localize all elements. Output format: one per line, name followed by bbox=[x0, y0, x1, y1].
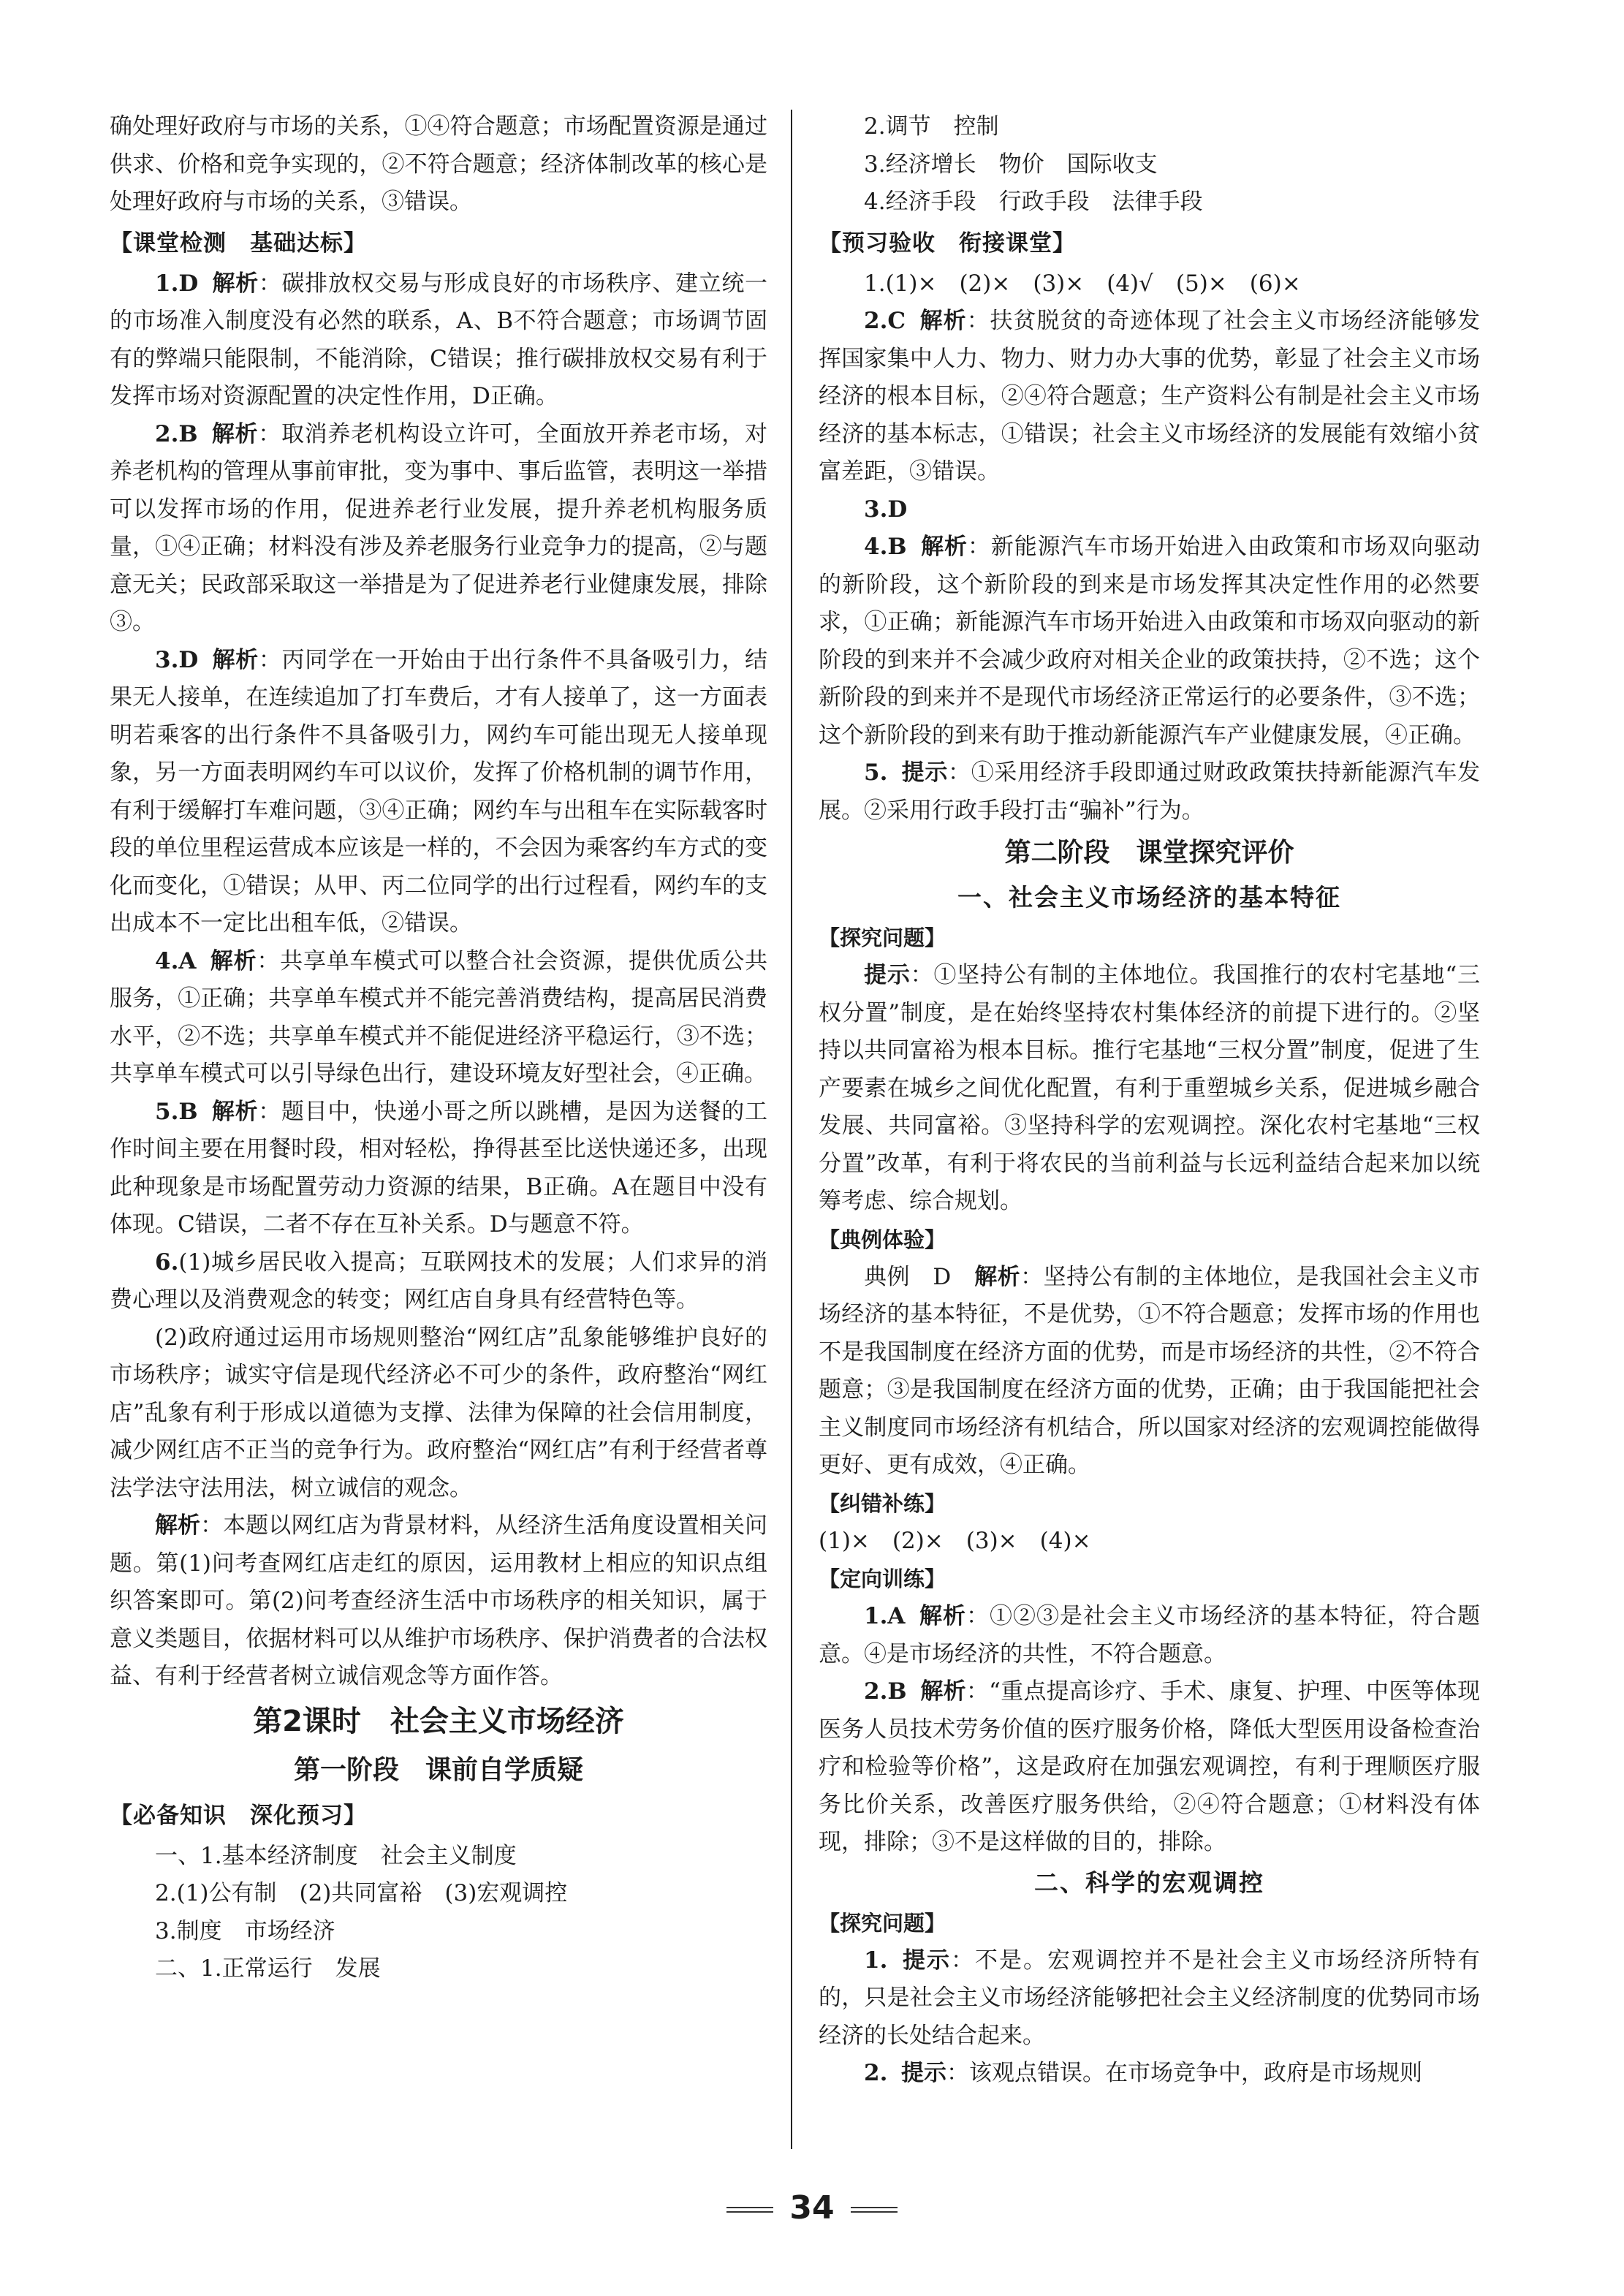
section-heading-yuxi: 【预习验收 衔接课堂】 bbox=[819, 230, 1076, 257]
jiucuo-answers: (1)× (2)× (3)× (4)× bbox=[819, 1527, 1091, 1554]
answer-text: ：共享单车模式可以整合社会资源，提供优质公共服务，①正确；共享单车模式并不能完善消费结构，提高居民消费水平，②不选；共享单车模式并不能促进经济平稳运行，③不选；共享单车模式可以引导绿色出行，建设环境友好型社会，④正确。 bbox=[110, 947, 767, 1087]
section-heading-bibei: 【必备知识 深化预习】 bbox=[110, 1802, 367, 1829]
answer-number: 2.B bbox=[864, 1678, 907, 1705]
page-number bbox=[0, 2189, 1624, 2227]
q6-part2: (2)政府通过运用市场规则整治“网红店”乱象能够维护良好的市场秩序；诚实守信是现代经济必不可少的条件，政府整治“网红店”乱象有利于形成以道德为支撑、法律为保障的社会信用制度，减少网红店不正当的竞争行为。政府整治“网红店”有利于经营者尊法学法守法用法，树立诚信的观念。 bbox=[110, 1324, 767, 1501]
answer-item bbox=[819, 303, 1480, 491]
answer-number: 5.B bbox=[155, 1098, 198, 1125]
answer-text: ：碳排放权交易与形成良好的市场秩序、建立统一的市场准入制度没有必然的联系，A、B不符合题意；市场调节固有的弊端只能限制，不能消除，C错误；推行碳排放权交易有利于发挥市场对资源配置的决定性作用，D正确。 bbox=[110, 270, 768, 409]
answer-label: 解析 bbox=[211, 270, 259, 297]
answer-label: 解析 bbox=[211, 646, 259, 673]
pre-line: 4.经济手段 行政手段 法律手段 bbox=[864, 189, 1203, 215]
answer-text: ：①②③是社会主义市场经济的基本特征，符合题意。④是市场经济的共性，不符合题意。 bbox=[819, 1603, 1480, 1667]
subheading-dingxiang: 【定向训练】 bbox=[819, 1566, 946, 1591]
intro-paragraph: 确处理好政府与市场的关系，①④符合题意；市场配置资源是通过供求、价格和竞争实现的，②不符合题意；经济体制改革的核心是处理好政府与市场的关系，③错误。 bbox=[110, 113, 767, 215]
tanjiu-answer bbox=[819, 957, 1480, 1221]
section-title-2: 二、科学的宏观调控 bbox=[1034, 1868, 1264, 1897]
answer-text: ：取消养老机构设立许可，全面放开养老市场，对养老机构的管理从事前审批，变为事中、事后监管，表明这一举措可以发挥市场的作用，促进养老行业发展，提升养老机构服务质量，①④正确；材料没有涉及养老服务行业竞争力的提高，②与题意无关；民政部采取这一举措是为了促进养老行业健康发展，排除③。 bbox=[110, 420, 768, 635]
answer-number: 6. bbox=[155, 1249, 179, 1276]
bibei-line: 一、1.基本经济制度 社会主义制度 bbox=[155, 1842, 517, 1869]
answer-label: 解析 bbox=[210, 947, 257, 974]
answer-text: ：“重点提高诊疗、手术、康复、护理、中医等体现医务人员技术劳务价值的医疗服务价格，降低大型医用设备检查治疗和检验等价格”，这是政府在加强宏观调控，有利于理顺医疗服务比价关系，改善医疗服务供给，②④符合题意；①材料没有体现，排除；③不是这样做的目的，排除。 bbox=[819, 1678, 1480, 1855]
answer-number: 5. bbox=[864, 759, 888, 786]
dianli-prefix: 典例 D bbox=[864, 1263, 975, 1290]
page-number-value: 34 bbox=[789, 2189, 835, 2227]
answer-number: 2.C bbox=[864, 308, 906, 334]
answer-item bbox=[819, 1942, 1480, 2056]
answer-number: 1.D bbox=[155, 270, 199, 297]
pre-line: 3.经济增长 物价 国际收支 bbox=[864, 151, 1158, 178]
answer-label: 提示 bbox=[900, 2060, 946, 2086]
answer-text: ：该观点错误。在市场竞争中，政府是市场规则 bbox=[946, 2060, 1422, 2086]
subheading-dianli: 【典例体验】 bbox=[819, 1227, 946, 1252]
answer-item bbox=[819, 1598, 1480, 1673]
stage-title-2: 第二阶段 课堂探究评价 bbox=[1004, 838, 1294, 868]
answer-number: 4.A bbox=[155, 947, 197, 974]
answer-item bbox=[110, 943, 767, 1094]
answer-text: ：不是。宏观调控并不是社会主义市场经济所特有的，只是社会主义市场经济能够把社会主义经济制度的优势同市场经济的长处结合起来。 bbox=[819, 1947, 1481, 2049]
section-heading-ketang: 【课堂检测 基础达标】 bbox=[110, 230, 367, 257]
page-number-dash bbox=[851, 2207, 898, 2213]
answer-item bbox=[110, 265, 767, 416]
answer-label: 解析 bbox=[919, 308, 967, 334]
page-number-dash bbox=[726, 2207, 773, 2213]
answer-label: 解析 bbox=[920, 534, 968, 560]
answer-number: 2. bbox=[864, 2060, 888, 2086]
answer-item bbox=[819, 1673, 1480, 1862]
answer-item bbox=[110, 416, 767, 642]
yuxi-answers bbox=[819, 303, 1480, 830]
answer-text: ：①采用经济手段即通过财政政策扶持新能源汽车发展。②采用行政手段打击“骗补”行为。 bbox=[819, 759, 1481, 824]
ketang-answers bbox=[110, 265, 767, 1319]
tanjiu2-answers bbox=[819, 1942, 1480, 2093]
answer-item bbox=[819, 528, 1480, 754]
bibei-line: 3.制度 市场经济 bbox=[155, 1917, 335, 1944]
answer-number: 3.D bbox=[864, 496, 908, 523]
bibei-line: 二、1.正常运行 发展 bbox=[155, 1955, 381, 1982]
answer-label: 解析 bbox=[919, 1603, 967, 1629]
q6-analysis bbox=[110, 1507, 767, 1696]
dianli-answer bbox=[819, 1259, 1480, 1485]
subheading-tanjiu-2: 【探究问题】 bbox=[819, 1910, 946, 1936]
subheading-jiucuo: 【纠错补练】 bbox=[819, 1490, 946, 1516]
section-title-1: 一、社会主义市场经济的基本特征 bbox=[957, 883, 1341, 912]
answer-label: 提示 bbox=[900, 759, 949, 786]
answer-label: 解析 bbox=[920, 1678, 966, 1705]
answer-label: 解析 bbox=[211, 1098, 259, 1125]
hint-text: ：①坚持公有制的主体地位。我国推行的农村宅基地“三权分置”制度，是在始终坚持农村集体经济的前提下进行的。②坚持以共同富裕为根本目标。推行宅基地“三权分置”制度，促进了生产要素在城乡之间优化配置，有利于重塑城乡关系，促进城乡融合发展、共同富裕。③坚持科学的宏观调控。深化农村宅基地“三权分置”改革，有利于将农民的当前利益与长远利益结合起来加以统筹考虑、综合规划。 bbox=[819, 962, 1481, 1214]
answer-text: (1)城乡居民收入提高；互联网技术的发展；人们求异的消费心理以及消费观念的转变；网红店自身具有经营特色等。 bbox=[110, 1249, 767, 1313]
subheading-tanjiu: 【探究问题】 bbox=[819, 925, 946, 950]
analysis-label: 解析 bbox=[974, 1263, 1021, 1290]
answer-text: ：扶贫脱贫的奇迹体现了社会主义市场经济能够发挥国家集中人力、物力、财力办大事的优势，彰显了社会主义市场经济的根本目标，②④符合题意；生产资料公有制是社会主义市场经济的基本标志，①错误；社会主义市场经济的发展能有效缩小贫富差距，③错误。 bbox=[819, 308, 1480, 485]
answer-label: 解析 bbox=[211, 420, 259, 447]
bibei-line: 2.(1)公有制 (2)共同富裕 (3)宏观调控 bbox=[155, 1880, 568, 1906]
answer-number: 4.B bbox=[864, 534, 907, 560]
answer-text: ：题目中，快递小哥之所以跳槽，是因为送餐的工作时间主要在用餐时段，相对轻松，挣得甚至比送快递还多，出现此种现象是市场配置劳动力资源的结果，B正确。A在题目中没有体现。C错误，二者不存在互补关系。D与题意不符。 bbox=[110, 1098, 768, 1238]
column-divider bbox=[791, 110, 792, 2149]
answer-item bbox=[819, 491, 1480, 529]
answer-item bbox=[110, 1094, 767, 1244]
yuxi-q1: 1.(1)× (2)× (3)× (4)√ (5)× (6)× bbox=[864, 270, 1301, 297]
answer-item bbox=[819, 754, 1480, 830]
pre-line: 2.调节 控制 bbox=[864, 113, 999, 140]
answer-text: ：丙同学在一开始由于出行条件不具备吸引力，结果无人接单，在连续追加了打车费后，才有人接单了，这一方面表明若乘客的出行条件不具备吸引力，网约车可能出现无人接单现象，另一方面表明网约车可以议价，发挥了价格机制的调节作用，有利于缓解打车难问题，③④正确；网约车与出租车在实际载客时段的单位里程运营成本应该是一样的，不会因为乘客约车方式的变化而变化，①错误；从甲、丙二位同学的出行过程看，网约车的支出成本不一定比出租车低，②错误。 bbox=[110, 646, 768, 936]
right-column bbox=[819, 108, 1480, 2093]
answer-text: ：新能源汽车市场开始进入由政策和市场双向驱动的新阶段，这个新阶段的到来是市场发挥其决定性作用的必然要求，①正确；新能源汽车市场开始进入由政策和市场双向驱动的新阶段的到来并不会减少政府对相关企业的政策扶持，②不选；这个新阶段的到来并不是现代市场经济正常运行的必要条件，③不选；这个新阶段的到来有助于推动新能源汽车产业健康发展，④正确。 bbox=[819, 534, 1481, 749]
stage-title-1: 第一阶段 课前自学质疑 bbox=[293, 1754, 583, 1785]
hint-label: 提示 bbox=[864, 962, 911, 988]
answer-item bbox=[819, 2055, 1480, 2093]
answer-number: 3.D bbox=[155, 646, 199, 673]
analysis-text: ：本题以网红店为背景材料，从经济生活角度设置相关问题。第(1)问考查网红店走红的原因，运用教材上相应的知识点组织答案即可。第(2)问考查经济生活中市场秩序的相关知识，属于意义类题目，依据材料可以从维护市场秩序、保护消费者的合法权益、有利于经营者树立诚信观念等方面作答。 bbox=[110, 1512, 767, 1689]
answer-number: 2.B bbox=[155, 420, 198, 447]
left-column bbox=[110, 108, 767, 1988]
answer-number: 1. bbox=[864, 1947, 888, 1974]
answer-item bbox=[110, 1244, 767, 1319]
lesson-title: 第2课时 社会主义市场经济 bbox=[253, 1704, 624, 1738]
analysis-text: ：坚持公有制的主体地位，是我国社会主义市场经济的基本特征，不是优势，①不符合题意；发挥市场的作用也不是我国制度在经济方面的优势，而是市场经济的共性，②不符合题意；③是我国制度在经济方面的优势，正确；由于我国能把社会主义制度同市场经济有机结合，所以国家对经济的宏观调控能做得更好、更有成效，④正确。 bbox=[819, 1263, 1481, 1478]
answer-item bbox=[110, 642, 767, 943]
dingxiang-answers bbox=[819, 1598, 1480, 1862]
answer-label: 提示 bbox=[900, 1947, 951, 1974]
answer-number: 1.A bbox=[864, 1603, 906, 1629]
analysis-label: 解析 bbox=[155, 1512, 201, 1539]
